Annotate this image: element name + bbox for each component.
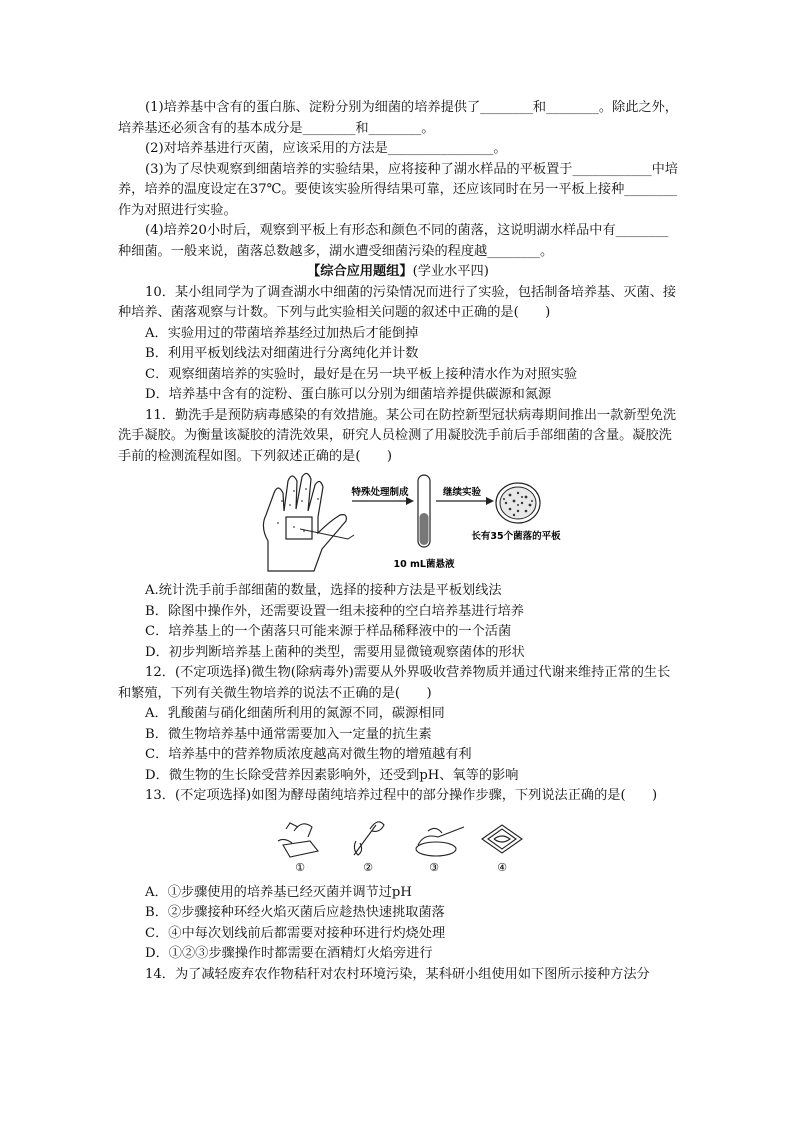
arrow-1-label: 特殊处理制成 <box>351 487 409 498</box>
step-3-illustration <box>416 827 464 856</box>
q10-option-c: C．观察细菌培养的实验时，最好是在另一块平板上接种清水作为对照实验 <box>145 366 578 382</box>
exam-page <box>118 98 678 985</box>
q10-option-b: B．利用平板划线法对细菌进行分离纯化并计数 <box>145 346 419 361</box>
step-2-illustration <box>354 821 384 854</box>
q13-stem: 13．(不定项选择)如图为酵母菌纯培养过程中的部分操作步骤，下列说法正确的是( ) <box>145 788 658 803</box>
q14-stem: 14．为了减轻废弃农作物秸秆对农村环境污染，某科研小组使用如下图所示接种方法分 <box>145 966 650 982</box>
q10-option-d: D．培养基中含有的淀粉、蛋白胨可以分别为细菌培养提供碳源和氮源 <box>145 387 552 402</box>
q13-option-a: A．①步骤使用的培养基已经灭菌并调节过pH <box>145 884 412 900</box>
section-heading <box>118 262 678 283</box>
q11-option-a: A.统计洗手前手部细菌的数量，选择的接种方法是平板划线法 <box>145 583 502 598</box>
q12-stem: 12．(不定项选择)微生物(除病毒外)需要从外界吸收营养物质并通过代谢来维持正常的生长和繁殖，下列有关微生物培养的说法不正确的是( ) <box>118 665 671 701</box>
q12-option-d: D．微生物的生长除受营养因素影响外，还受到pH、氧等的影响 <box>145 767 519 783</box>
q9-part1: (1)培养基中含有的蛋白胨、淀粉分别为细菌的培养提供了________和________。除此之外，培养基还必须含有的基本成分是________和________。 <box>118 100 678 136</box>
step-3-label: ③ <box>429 860 439 874</box>
q12-option-b: B．微生物培养基中通常需要加入一定量的抗生素 <box>145 726 432 742</box>
q13-option-c: C．④中每次划线前后都需要对接种环进行灼烧处理 <box>145 925 446 941</box>
q13-figure-svg <box>118 811 678 877</box>
q9-part2: (2)对培养基进行灭菌，应该采用的方法是________________。 <box>145 141 507 156</box>
plate-label: 长有35个菌落的平板 <box>471 531 561 542</box>
section-title: 【综合应用题组】 <box>307 264 413 279</box>
tube-label: 10 mL菌悬液 <box>393 559 455 570</box>
step-4-label: ④ <box>497 860 507 874</box>
q11-figure <box>118 471 678 573</box>
q11-option-b: B．除图中操作外，还需要设置一组未接种的空白培养基进行培养 <box>145 603 524 619</box>
step-1-illustration <box>278 823 318 857</box>
q12-option-a: A．乳酸菌与硝化细菌所利用的氮源不同，碳源相同 <box>145 706 445 721</box>
arrow-1-head <box>406 497 414 505</box>
step-1-label: ① <box>295 860 305 874</box>
q13-option-b: B．②步骤接种环经火焰灭菌后应趁热快速挑取菌落 <box>145 905 445 920</box>
q11-figure-svg <box>118 471 678 573</box>
q13-figure <box>118 811 678 877</box>
test-tube-illustration <box>418 475 430 547</box>
section-level: (学业水平四) <box>412 264 489 279</box>
petri-plate-illustration <box>496 483 540 523</box>
q11-option-c: C．培养基上的一个菌落只可能来源于样品稀释液中的一个活菌 <box>145 624 512 639</box>
hand-illustration <box>263 473 346 571</box>
step-4-illustration <box>482 825 522 853</box>
q10-option-a: A．实验用过的带菌培养基经过加热后才能倒掉 <box>145 325 419 341</box>
arrow-2-label: 继续实验 <box>442 487 482 498</box>
q9-part3: (3)为了尽快观察到细菌培养的实验结果，应将接种了湖水样品的平板置于____________中培养，培养的温度设定在37℃。要使该实验所得结果可靠，还应该同时在另一平板上接种________作为对照进行实验。 <box>118 161 678 218</box>
q10-stem: 10．某小组同学为了调查湖水中细菌的污染情况而进行了实验，包括制备培养基、灭菌、接种培养、菌落观察与计数。下列与此实验相关问题的叙述中正确的是( ) <box>118 284 677 320</box>
arrow-2-head <box>486 497 494 505</box>
q12-option-c: C．培养基中的营养物质浓度越高对微生物的增殖越有利 <box>145 747 472 762</box>
step-2-label: ② <box>363 860 373 874</box>
q11-stem: 11．勤洗手是预防病毒感染的有效措施。某公司在防控新型冠状病毒期间推出一款新型免洗洗手凝胶。为衡量该凝胶的清洗效果，研究人员检测了用凝胶洗手前后手部细菌的含量。凝胶洗手前的检测流程如图。下列叙述正确的是( ) <box>118 407 677 464</box>
q11-option-d: D．初步判断培养基上菌种的类型，需要用显微镜观察菌体的形状 <box>145 644 525 660</box>
q9-part4: (4)培养20小时后，观察到平板上有形态和颜色不同的菌落，这说明湖水样品中有________种细菌。一般来说，菌落总数越多，湖水遭受细菌污染的程度越________。 <box>118 223 669 259</box>
q13-option-d: D．①②③步骤操作时都需要在酒精灯火焰旁进行 <box>145 946 433 961</box>
